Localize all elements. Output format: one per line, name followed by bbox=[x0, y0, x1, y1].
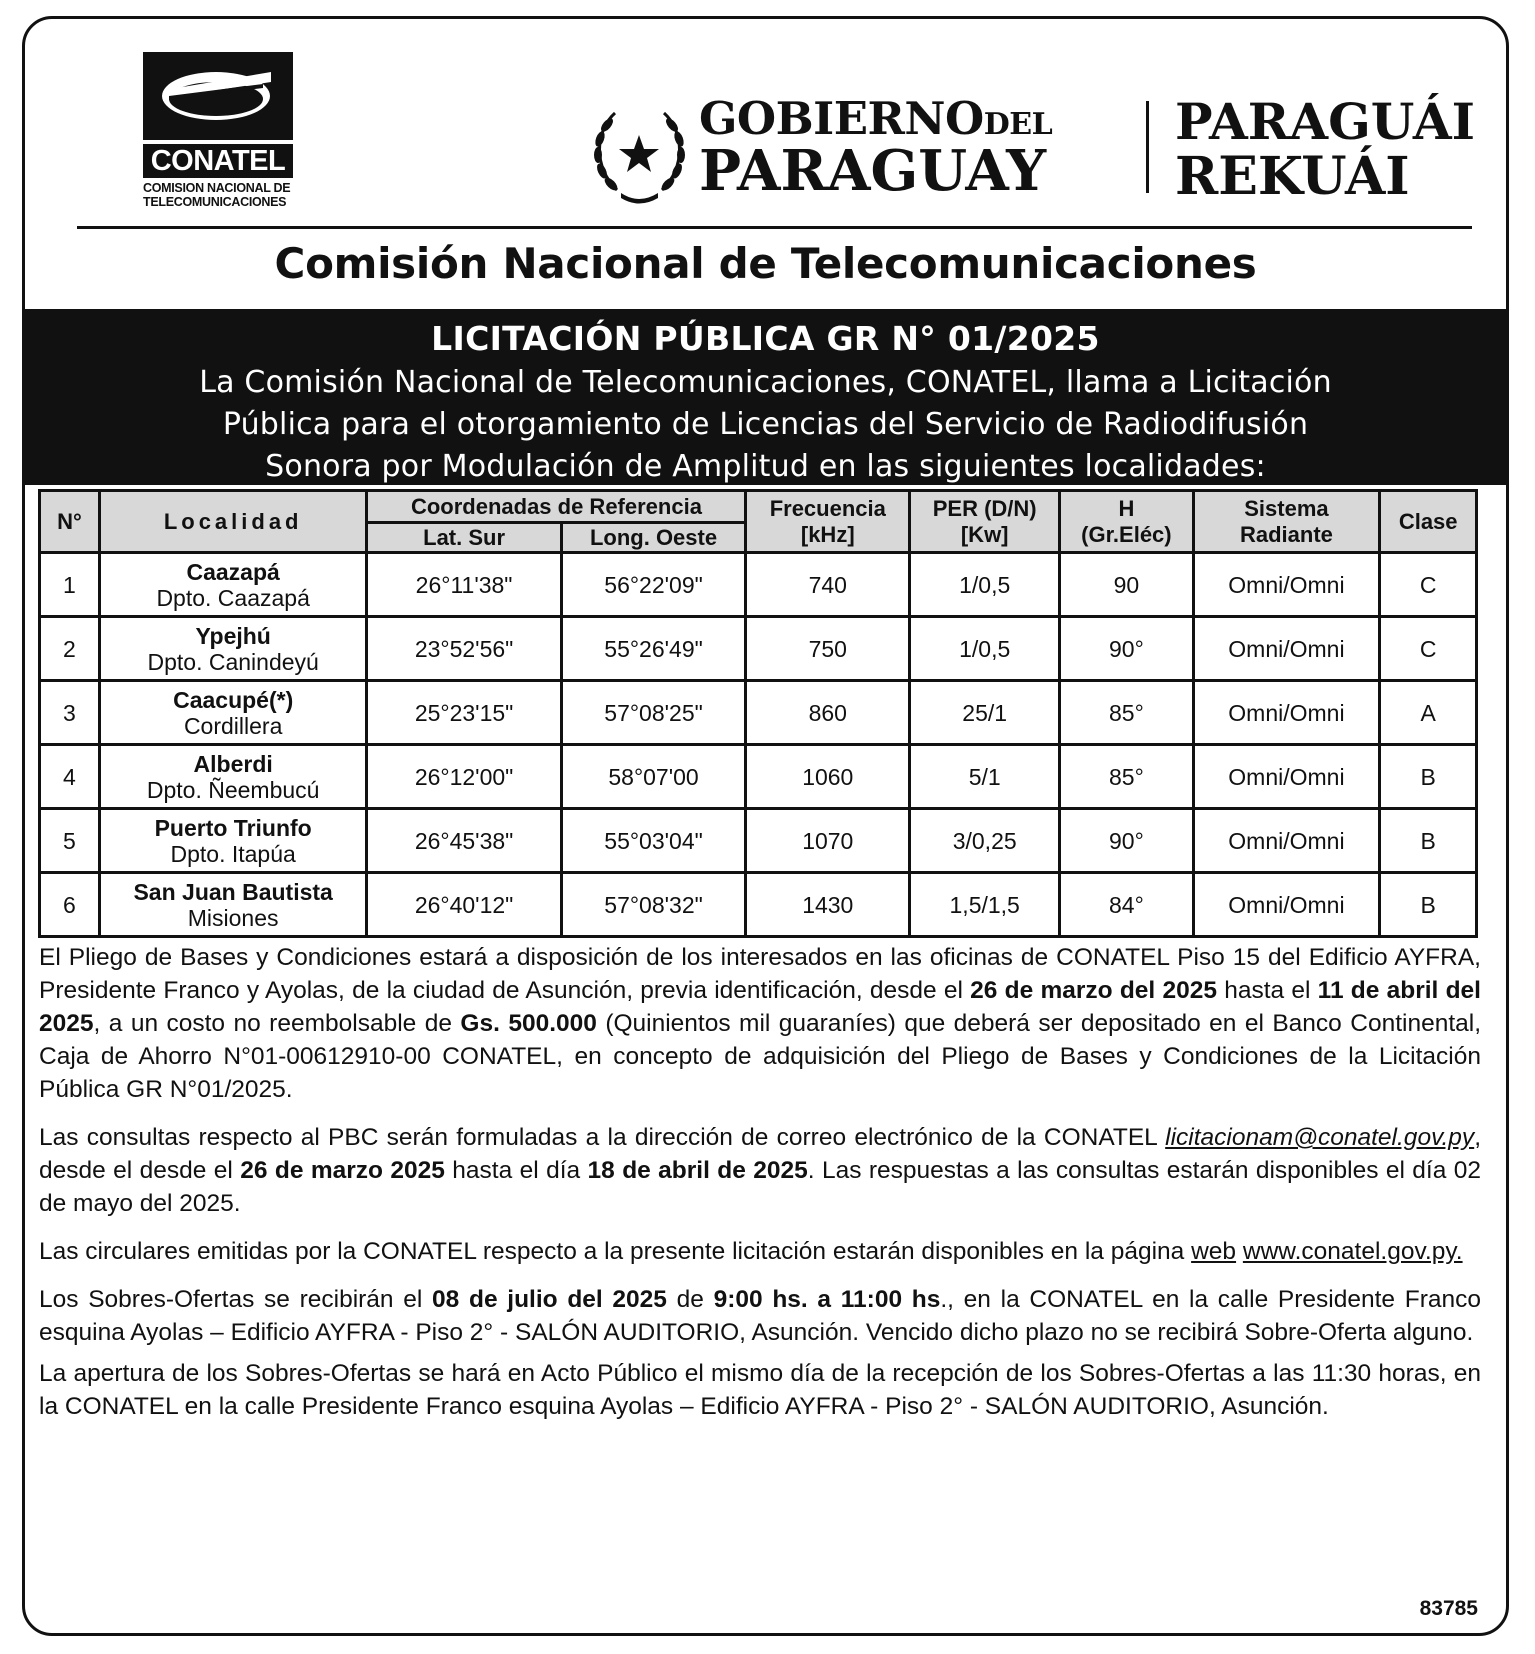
cell-localidad: Puerto Triunfo Dpto. Itapúa bbox=[99, 809, 367, 873]
header-long: Long. Oeste bbox=[561, 523, 746, 553]
cell-clase: A bbox=[1380, 681, 1477, 745]
cell-localidad: Ypejhú Dpto. Canindeyú bbox=[99, 617, 367, 681]
licitacion-title: LICITACIÓN PÚBLICA GR N° 01/2025 bbox=[431, 319, 1100, 358]
gobierno-del-paraguay-logo: GOBIERNODEL PARAGUAY bbox=[699, 92, 1053, 204]
announcement-text: La Comisión Nacional de Telecomunicaciones, CONATEL, llama a Licitación Pública para el otorgamiento de Licencias del Servicio de Radiodifusión Sonora por Modulación de Amplitud en las siguientes localidades: bbox=[199, 365, 1332, 484]
cell-clase: B bbox=[1380, 745, 1477, 809]
cell-n: 2 bbox=[40, 617, 100, 681]
cell-localidad: Caacupé(*) Cordillera bbox=[99, 681, 367, 745]
header-localidad: Localidad bbox=[99, 491, 367, 553]
notice-frame bbox=[22, 16, 1509, 1636]
table-row bbox=[40, 745, 1477, 809]
cell-sistema: Omni/Omni bbox=[1193, 809, 1380, 873]
cell-lat: 26°45'38" bbox=[367, 809, 561, 873]
conatel-logo bbox=[143, 52, 293, 209]
cell-per: 25/1 bbox=[910, 681, 1060, 745]
cell-frecuencia: 1070 bbox=[746, 809, 910, 873]
cell-h: 85° bbox=[1060, 745, 1193, 809]
cell-per: 1/0,5 bbox=[910, 617, 1060, 681]
cell-localidad: Alberdi Dpto. Ñeembucú bbox=[99, 745, 367, 809]
cell-clase: B bbox=[1380, 809, 1477, 873]
cell-long: 57°08'25" bbox=[561, 681, 746, 745]
cell-sistema: Omni/Omni bbox=[1193, 553, 1380, 617]
web-link[interactable]: www.conatel.gov.py. bbox=[1242, 1238, 1463, 1265]
cell-h: 84° bbox=[1060, 873, 1193, 937]
cell-frecuencia: 740 bbox=[746, 553, 910, 617]
announcement-band bbox=[25, 309, 1506, 485]
cell-lat: 26°40'12" bbox=[367, 873, 561, 937]
header-sistema: Sistema Radiante bbox=[1193, 491, 1380, 553]
paragraph-consultas: Las consultas respecto al PBC serán formuladas a la dirección de correo electrónico de la CONATEL licitacionam@conatel.gov.py, desde el desde el 26 de marzo 2025 hasta el día 18 de abril de 2025. Las respuestas a las consultas estarán disponibles el día 02 de mayo del 2025. bbox=[39, 1124, 1481, 1217]
localidades-table bbox=[38, 489, 1478, 938]
cell-h: 90° bbox=[1060, 809, 1193, 873]
cell-lat: 23°52'56" bbox=[367, 617, 561, 681]
header-h: H (Gr.Eléc) bbox=[1060, 491, 1193, 553]
table-row bbox=[40, 873, 1477, 937]
cell-n: 4 bbox=[40, 745, 100, 809]
cell-lat: 26°12'00" bbox=[367, 745, 561, 809]
cell-h: 90 bbox=[1060, 553, 1193, 617]
cell-clase: B bbox=[1380, 873, 1477, 937]
cell-per: 5/1 bbox=[910, 745, 1060, 809]
table-row bbox=[40, 809, 1477, 873]
cell-n: 1 bbox=[40, 553, 100, 617]
cell-localidad: Caazapá Dpto. Caazapá bbox=[99, 553, 367, 617]
cell-frecuencia: 1430 bbox=[746, 873, 910, 937]
cell-clase: C bbox=[1380, 617, 1477, 681]
cell-long: 57°08'32" bbox=[561, 873, 746, 937]
cell-per: 1,5/1,5 bbox=[910, 873, 1060, 937]
header-clase: Clase bbox=[1380, 491, 1477, 553]
cell-h: 85° bbox=[1060, 681, 1193, 745]
header-coordenadas: Coordenadas de Referencia bbox=[367, 491, 746, 523]
ad-code: 83785 bbox=[1419, 1597, 1478, 1620]
header-lat: Lat. Sur bbox=[367, 523, 561, 553]
cell-sistema: Omni/Omni bbox=[1193, 873, 1380, 937]
government-emblem-icon bbox=[587, 95, 692, 210]
conatel-name: CONATEL bbox=[143, 144, 293, 178]
conatel-subtitle: COMISION NACIONAL DE TELECOMUNICACIONES bbox=[143, 181, 291, 209]
cell-localidad: San Juan Bautista Misiones bbox=[99, 873, 367, 937]
cell-n: 5 bbox=[40, 809, 100, 873]
cell-per: 1/0,5 bbox=[910, 553, 1060, 617]
header-frecuencia: Frecuencia [kHz] bbox=[746, 491, 910, 553]
conatel-emblem-icon bbox=[143, 52, 293, 140]
cell-frecuencia: 750 bbox=[746, 617, 910, 681]
cell-long: 55°03'04" bbox=[561, 809, 746, 873]
header-per: PER (D/N) [Kw] bbox=[910, 491, 1060, 553]
cell-n: 6 bbox=[40, 873, 100, 937]
cell-sistema: Omni/Omni bbox=[1193, 745, 1380, 809]
cell-sistema: Omni/Omni bbox=[1193, 681, 1380, 745]
cell-lat: 26°11'38" bbox=[367, 553, 561, 617]
cell-sistema: Omni/Omni bbox=[1193, 617, 1380, 681]
cell-clase: C bbox=[1380, 553, 1477, 617]
logo-divider bbox=[1146, 101, 1149, 193]
cell-per: 3/0,25 bbox=[910, 809, 1060, 873]
cell-long: 55°26'49" bbox=[561, 617, 746, 681]
cell-long: 56°22'09" bbox=[561, 553, 746, 617]
table-row bbox=[40, 681, 1477, 745]
cell-h: 90° bbox=[1060, 617, 1193, 681]
header-n: N° bbox=[40, 491, 100, 553]
paraguai-rekuai-logo: PARAGUÁI REKUÁI bbox=[1175, 92, 1476, 207]
body-text bbox=[39, 941, 1481, 1438]
cell-long: 58°07'00 bbox=[561, 745, 746, 809]
header-divider bbox=[77, 226, 1472, 229]
cell-n: 3 bbox=[40, 681, 100, 745]
cell-frecuencia: 1060 bbox=[746, 745, 910, 809]
page-title: Comisión Nacional de Telecomunicaciones bbox=[274, 239, 1257, 288]
cell-lat: 25°23'15" bbox=[367, 681, 561, 745]
paragraph-sobres: Los Sobres-Ofertas se recibirán el 08 de julio del 2025 de 9:00 hs. a 11:00 hs., en la CONATEL en la calle Presidente Franco esquina Ayolas – Edificio AYFRA - Piso 2° - SALÓN AUDITORIO, Asunción. Vencido dicho plazo no se recibirá Sobre-Oferta alguno. bbox=[39, 1286, 1481, 1346]
paragraph-circulares: Las circulares emitidas por la CONATEL respecto a la presente licitación estarán disponibles en la página web www.conatel.gov.py. bbox=[39, 1238, 1463, 1265]
email-link[interactable]: licitacionam@conatel.gov.py bbox=[1165, 1124, 1475, 1151]
cell-frecuencia: 860 bbox=[746, 681, 910, 745]
table-row bbox=[40, 617, 1477, 681]
paragraph-apertura: La apertura de los Sobres-Ofertas se hará en Acto Público el mismo día de la recepción de los Sobres-Ofertas a las 11:30 horas, en la CONATEL en la calle Presidente Franco esquina Ayolas – Edificio AYFRA - Piso 2° - SALÓN AUDITORIO, Asunción. bbox=[39, 1360, 1481, 1420]
table-row bbox=[40, 553, 1477, 617]
paragraph-pliego: El Pliego de Bases y Condiciones estará a disposición de los interesados en las oficinas de CONATEL Piso 15 del Edificio AYFRA, Presidente Franco y Ayolas, de la ciudad de Asunción, previa identificación, desde el 26 de marzo del 2025 hasta el 11 de abril del 2025, a un costo no reembolsable de Gs. 500.000 (Quinientos mil guaraníes) que deberá ser depositado en el Banco Continental, Caja de Ahorro N°01-00612910-00 CONATEL, en concepto de adquisición del Pliego de Bases y Condiciones de la Licitación Pública GR N°01/2025. bbox=[39, 944, 1482, 1103]
